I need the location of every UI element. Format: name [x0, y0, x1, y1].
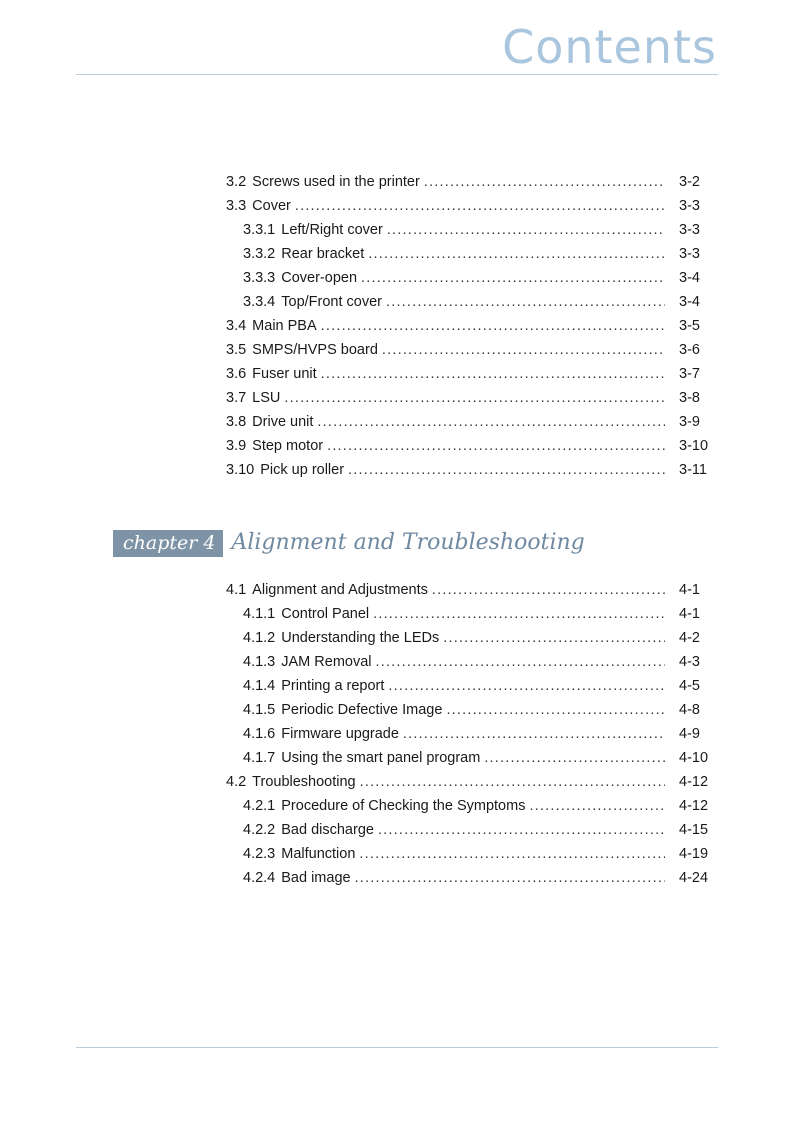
toc-entry-title: LSU — [252, 390, 281, 406]
toc-entry-title: Fuser unit — [252, 366, 317, 382]
toc-entry-page: 4-10 — [679, 750, 709, 766]
toc-entry-title: Pick up roller — [260, 462, 345, 478]
toc-entry-number: 4.1.7 — [243, 750, 276, 766]
toc-entry[interactable] — [226, 170, 710, 194]
toc-entry[interactable] — [226, 794, 710, 818]
toc-entry-page: 4-8 — [679, 702, 700, 718]
toc-entry-number: 4.1.3 — [243, 654, 276, 670]
toc-entry[interactable] — [226, 314, 710, 338]
toc-entry-number: 4.1 — [226, 582, 247, 598]
toc-entry-number: 4.1.4 — [243, 678, 276, 694]
toc-entry-title: Understanding the LEDs — [281, 630, 440, 646]
toc-entry-title: Alignment and Adjustments — [252, 582, 428, 598]
toc-entry-title: Using the smart panel program — [281, 750, 481, 766]
toc-entry-page: 3-11 — [679, 462, 707, 478]
toc-entry-number: 3.6 — [226, 366, 247, 382]
toc-entry-title: Bad discharge — [281, 822, 374, 838]
toc-entry-page: 3-9 — [679, 414, 700, 430]
toc-entry-number: 3.3.2 — [243, 246, 276, 262]
toc-dot-leader — [386, 290, 665, 314]
toc-entry-number: 4.1.5 — [243, 702, 276, 718]
toc-entry-title: Left/Right cover — [281, 222, 383, 238]
toc-entry-title: Troubleshooting — [252, 774, 356, 790]
toc-entry-title: Control Panel — [281, 606, 370, 622]
toc-entry-number: 3.3 — [226, 198, 247, 214]
toc-entry-title: Bad image — [281, 870, 351, 886]
chapter-label: chapter 4 — [113, 530, 223, 557]
toc-dot-leader — [376, 650, 666, 674]
toc-dot-leader — [443, 626, 665, 650]
toc-dot-leader — [403, 722, 665, 746]
toc-entry[interactable] — [226, 602, 710, 626]
toc-entry-page: 3-3 — [679, 246, 700, 262]
toc-entry[interactable] — [226, 722, 710, 746]
toc-entry[interactable] — [226, 434, 710, 458]
toc-dot-leader — [378, 818, 665, 842]
toc-entry-number: 4.2.1 — [243, 798, 276, 814]
toc-entry[interactable] — [226, 290, 710, 314]
toc-entry-title: Malfunction — [281, 846, 356, 862]
toc-dot-leader — [321, 314, 665, 338]
toc-entry-page: 4-9 — [679, 726, 700, 742]
toc-entry-page: 3-2 — [679, 174, 700, 190]
header-divider — [76, 74, 718, 75]
footer-divider — [76, 1047, 718, 1048]
toc-entry-number: 3.3.3 — [243, 270, 276, 286]
chapter-4-toc — [226, 578, 710, 890]
toc-entry-number: 3.9 — [226, 438, 247, 454]
toc-entry-page: 3-3 — [679, 198, 700, 214]
toc-entry-page: 3-4 — [679, 294, 700, 310]
toc-entry[interactable] — [226, 650, 710, 674]
toc-entry-title: Firmware upgrade — [281, 726, 399, 742]
toc-entry-page: 3-10 — [679, 438, 709, 454]
chapter-heading[interactable] — [113, 528, 585, 558]
toc-entry[interactable] — [226, 386, 710, 410]
toc-dot-leader — [382, 338, 665, 362]
toc-entry[interactable] — [226, 338, 710, 362]
toc-entry-title: Procedure of Checking the Symptoms — [281, 798, 526, 814]
toc-dot-leader — [387, 218, 665, 242]
toc-entry-number: 4.2 — [226, 774, 247, 790]
toc-dot-leader — [327, 434, 665, 458]
toc-entry-number: 3.4 — [226, 318, 247, 334]
toc-entry-title: Drive unit — [252, 414, 314, 430]
toc-entry-page: 4-1 — [679, 606, 700, 622]
toc-dot-leader — [360, 770, 665, 794]
toc-entry-page: 4-15 — [679, 822, 709, 838]
toc-entry-number: 3.7 — [226, 390, 247, 406]
toc-entry-title: Rear bracket — [281, 246, 365, 262]
toc-entry[interactable] — [226, 242, 710, 266]
toc-entry-page: 3-4 — [679, 270, 700, 286]
toc-entry-number: 4.1.6 — [243, 726, 276, 742]
toc-entry-title: Screws used in the printer — [252, 174, 420, 190]
toc-entry-number: 4.2.4 — [243, 870, 276, 886]
toc-entry-page: 3-6 — [679, 342, 700, 358]
toc-entry[interactable] — [226, 770, 710, 794]
toc-entry[interactable] — [226, 866, 710, 890]
toc-entry-number: 3.8 — [226, 414, 247, 430]
toc-entry[interactable] — [226, 458, 710, 482]
toc-dot-leader — [355, 866, 665, 890]
toc-entry-title: Top/Front cover — [281, 294, 382, 310]
toc-entry[interactable] — [226, 698, 710, 722]
toc-entry-page: 4-2 — [679, 630, 700, 646]
toc-dot-leader — [368, 242, 665, 266]
toc-dot-leader — [529, 794, 665, 818]
toc-entry[interactable] — [226, 578, 710, 602]
toc-dot-leader — [373, 602, 665, 626]
toc-entry-title: Periodic Defective Image — [281, 702, 443, 718]
toc-entry[interactable] — [226, 674, 710, 698]
chapter-3-toc — [226, 170, 710, 482]
toc-entry-number: 3.3.4 — [243, 294, 276, 310]
toc-dot-leader — [321, 362, 665, 386]
toc-entry-number: 4.1.1 — [243, 606, 276, 622]
toc-entry-page: 4-3 — [679, 654, 700, 670]
toc-dot-leader — [446, 698, 665, 722]
chapter-title: Alignment and Troubleshooting — [231, 530, 585, 555]
toc-dot-leader — [295, 194, 665, 218]
toc-entry-page: 4-24 — [679, 870, 709, 886]
toc-entry-page: 3-7 — [679, 366, 700, 382]
toc-entry[interactable] — [226, 194, 710, 218]
toc-entry-title: Step motor — [252, 438, 324, 454]
toc-entry[interactable] — [226, 746, 710, 770]
toc-entry-title: JAM Removal — [281, 654, 372, 670]
toc-dot-leader — [361, 266, 665, 290]
toc-entry-page: 4-12 — [679, 774, 709, 790]
toc-dot-leader — [317, 410, 665, 434]
toc-entry-number: 4.1.2 — [243, 630, 276, 646]
toc-dot-leader — [284, 386, 665, 410]
page-title: Contents — [502, 20, 717, 74]
toc-entry-number: 3.5 — [226, 342, 247, 358]
toc-dot-leader — [484, 746, 665, 770]
toc-entry[interactable] — [226, 266, 710, 290]
toc-entry-number: 3.10 — [226, 462, 255, 478]
toc-entry-page: 4-19 — [679, 846, 709, 862]
toc-dot-leader — [432, 578, 665, 602]
toc-entry-number: 4.2.2 — [243, 822, 276, 838]
toc-entry-title: SMPS/HVPS board — [252, 342, 378, 358]
toc-entry-title: Cover-open — [281, 270, 358, 286]
toc-entry-page: 3-5 — [679, 318, 700, 334]
toc-entry-title: Printing a report — [281, 678, 385, 694]
toc-entry-title: Main PBA — [252, 318, 317, 334]
toc-entry-number: 4.2.3 — [243, 846, 276, 862]
toc-entry[interactable] — [226, 842, 710, 866]
toc-dot-leader — [359, 842, 665, 866]
toc-entry-page: 4-5 — [679, 678, 700, 694]
toc-entry-page: 4-1 — [679, 582, 700, 598]
toc-dot-leader — [388, 674, 665, 698]
toc-entry-page: 3-8 — [679, 390, 700, 406]
toc-entry[interactable] — [226, 218, 710, 242]
toc-entry-number: 3.3.1 — [243, 222, 276, 238]
toc-entry-page: 3-3 — [679, 222, 700, 238]
toc-entry[interactable] — [226, 626, 710, 650]
toc-entry[interactable] — [226, 362, 710, 386]
toc-dot-leader — [348, 458, 665, 482]
toc-entry[interactable] — [226, 818, 710, 842]
toc-entry[interactable] — [226, 410, 710, 434]
toc-entry-title: Cover — [252, 198, 291, 214]
toc-dot-leader — [424, 170, 665, 194]
toc-entry-number: 3.2 — [226, 174, 247, 190]
toc-entry-page: 4-12 — [679, 798, 709, 814]
